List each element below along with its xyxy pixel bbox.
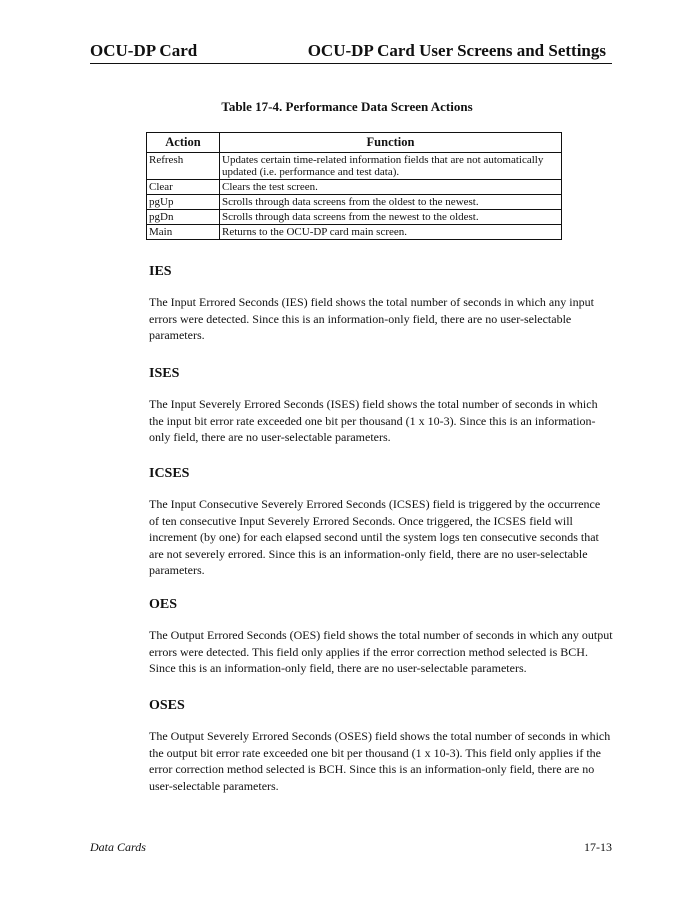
table-row (147, 210, 562, 225)
section-oses (149, 698, 613, 794)
table-header-row (147, 133, 562, 153)
header-divider (90, 63, 612, 64)
footer-chapter-title: Data Cards (90, 840, 146, 854)
section-body: The Output Severely Errored Seconds (OSES) field shows the total number of seconds in which the output bit error rate exceeded one bit per thousand (1 x 10-3). This field only applies if the error correction method selected is BCH. Since this is an information-only field, there are no user-selectable parameters. (149, 729, 611, 793)
section-body: The Output Errored Seconds (OES) field shows the total number of seconds in which any output errors were detected. This field only applies if the error correction method selected is BCH. Since this is an information-only field, there are no user-selectable parameters. (149, 628, 613, 675)
column-header-function: Function (220, 133, 562, 153)
table-row (147, 153, 562, 180)
section-body: The Input Severely Errored Seconds (ISES) field shows the total number of seconds in which the input bit error rate exceeded one bit per thousand (1 x 10-3). Since this is an information-only field, there are no user-selectable parameters. (149, 397, 598, 444)
footer-page-number: 17-13 (584, 840, 612, 854)
column-header-action: Action (147, 133, 220, 153)
table-cell-action: Refresh (147, 153, 220, 180)
section-heading: OES (149, 597, 178, 612)
table-caption: Table 17-4. Performance Data Screen Actions (221, 99, 473, 114)
table-cell-function: Updates certain time-related information fields that are not automatically updated (i.e. performance and test data). (220, 153, 562, 180)
actions-table (146, 132, 562, 240)
table-cell-function: Returns to the OCU-DP card main screen. (220, 225, 562, 240)
section-heading: OSES (149, 698, 185, 713)
table-cell-action: pgDn (147, 210, 220, 225)
section-body: The Input Errored Seconds (IES) field shows the total number of seconds in which any input errors were detected. Since this is an information-only field, there are no user-selectable parameters. (149, 295, 594, 342)
table-cell-function: Scrolls through data screens from the newest to the oldest. (220, 210, 562, 225)
section-ises (149, 366, 613, 446)
table-row (147, 195, 562, 210)
table-cell-function: Scrolls through data screens from the oldest to the newest. (220, 195, 562, 210)
table-row (147, 180, 562, 195)
section-heading: ICSES (149, 466, 190, 481)
section-heading: IES (149, 264, 172, 279)
section-oes (149, 597, 613, 677)
table-row (147, 225, 562, 240)
running-header-right: OCU-DP Card User Screens and Settings (307, 41, 606, 60)
section-icses (149, 466, 613, 579)
table-cell-function: Clears the test screen. (220, 180, 562, 195)
running-header-left: OCU-DP Card (90, 41, 198, 60)
section-ies (149, 264, 613, 344)
table-cell-action: Clear (147, 180, 220, 195)
section-heading: ISES (149, 366, 180, 381)
table-cell-action: pgUp (147, 195, 220, 210)
section-body: The Input Consecutive Severely Errored Seconds (ICSES) field is triggered by the occurrence of ten consecutive Input Severely Errored Seconds. Once triggered, the ICSES field will increment (by one) for each elapsed second until the system logs ten consecutive seconds that are not severely errored. Since this is an information-only field, there are no user-selectable parameters. (149, 497, 601, 577)
table-cell-action: Main (147, 225, 220, 240)
